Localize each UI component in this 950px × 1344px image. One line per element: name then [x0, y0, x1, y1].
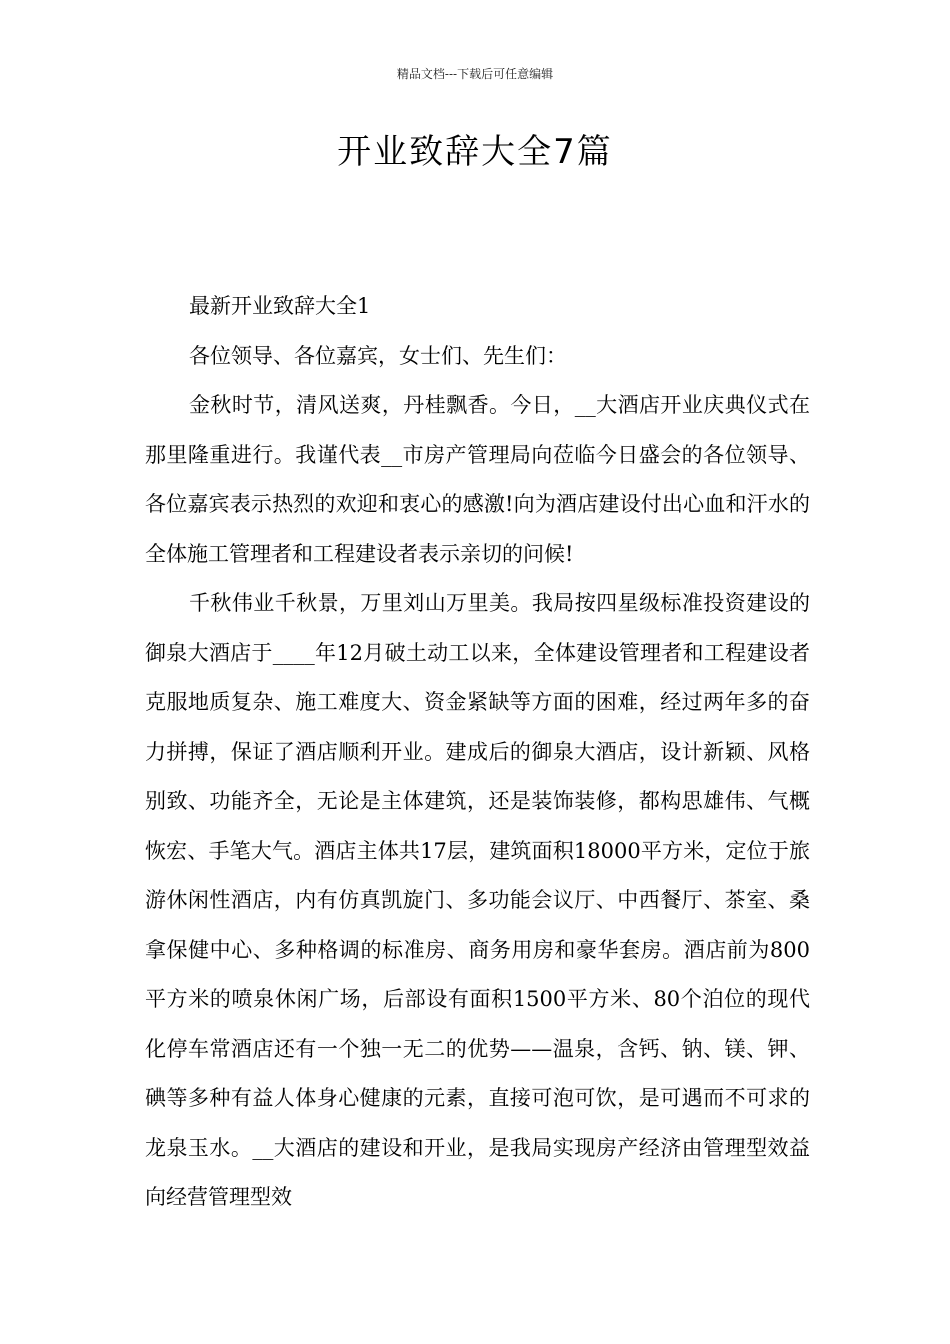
paragraph-welcome: 金秋时节，清风送爽，丹桂飘香。今日，__大酒店开业庆典仪式在那里隆重进行。我谨代表__市房产管理局向莅临今日盛会的各位领导、各位嘉宾表示热烈的欢迎和衷心的感激!向为酒店建设付出心血和汗水的全体施工管理者和工程建设者表示亲切的问候! — [145, 393, 810, 566]
document-title: 开业致辞大全7篇 — [337, 132, 613, 172]
document-body — [145, 282, 810, 1223]
page-header: 精品文档---下载后可任意编辑 — [396, 67, 554, 81]
paragraph-subtitle: 最新开业致辞大全1 — [189, 294, 371, 318]
paragraph-hotel-description: 千秋伟业千秋景，万里刘山万里美。我局按四星级标准投资建设的御泉大酒店于____年12月破土动工以来，全体建设管理者和工程建设者克服地质复杂、施工难度大、资金紧缺等方面的困难，经过两年多的奋力拼搏，保证了酒店顺利开业。建成后的御泉大酒店，设计新颖、风格别致、功能齐全，无论是主体建筑，还是装饰装修，都构思雄伟、气概恢宏、手笔大气。酒店主体共17层，建筑面积18000平方米，定位于旅游休闲性酒店，内有仿真凯旋门、多功能会议厅、中西餐厅、茶室、桑拿保健中心、多种格调的标准房、商务用房和豪华套房。酒店前为800平方米的喷泉休闲广场，后部设有面积1500平方米、80个泊位的现代化停车常酒店还有一个独一无二的优势——温泉，含钙、钠、镁、钾、碘等多种有益人体身心健康的元素，直接可泡可饮，是可遇而不可求的龙泉玉水。__大酒店的建设和开业，是我局实现房产经济由管理型效益向经营管理型效 — [145, 591, 810, 1209]
paragraph-salutation: 各位领导、各位嘉宾，女士们、先生们： — [189, 343, 567, 368]
